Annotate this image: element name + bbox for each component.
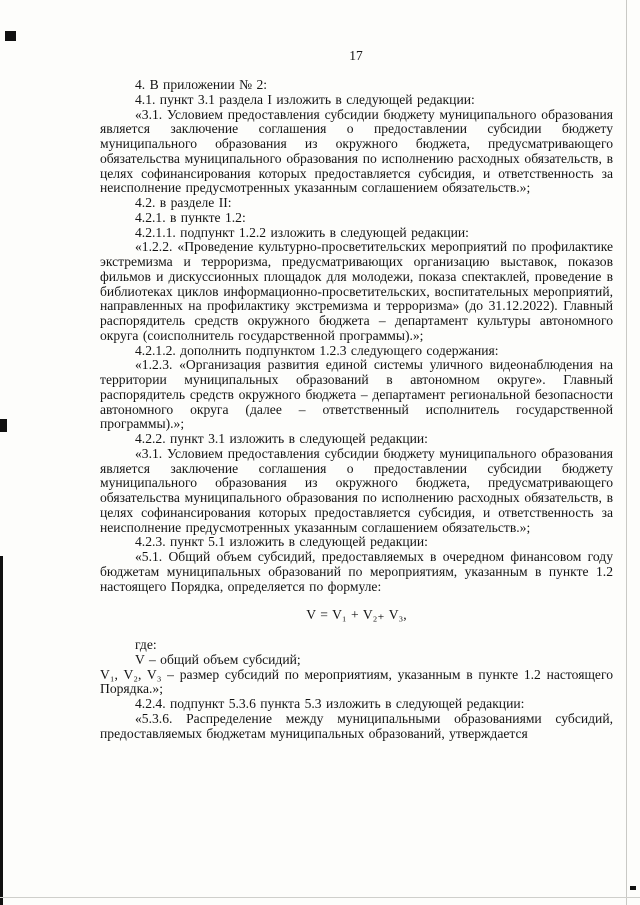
- page-edge-right: [626, 0, 627, 905]
- paragraph: V₁, V₂, V₃ – размер субсидий по мероприятиям, указанным в пункте 1.2 настоящего Порядка.»;: [100, 666, 613, 697]
- scan-artifact-left-bar: [0, 556, 3, 905]
- scan-artifact-bottom-right: [630, 886, 636, 890]
- paragraph: где:: [135, 637, 157, 652]
- paragraph: «5.3.6. Распределение между муниципальными образованиями субсидий, предоставляемых бюджетам муниципальных образований, утверждается: [100, 710, 613, 741]
- document-body: [100, 78, 613, 741]
- paragraph: 4.2. в разделе II:: [135, 195, 232, 210]
- paragraph: 4.2.4. подпункт 5.3.6 пункта 5.3 изложить в следующей редакции:: [135, 696, 525, 711]
- paragraph: V – общий объем субсидий;: [135, 651, 301, 667]
- page-number: 17: [349, 48, 363, 63]
- formula: V = V₁ + V₂₊ V₃,: [306, 607, 407, 623]
- paragraph: 4. В приложении № 2:: [135, 77, 268, 92]
- paragraph: 4.2.1.2. дополнить подпунктом 1.2.3 следующего содержания:: [135, 342, 499, 358]
- paragraph: «5.1. Общий объем субсидий, предоставляемых в очередном финансовом году бюджетам муниципальных образований по мероприятиям, указанным в пункте 1.2 настоящего Порядка, определяется по формуле:: [100, 549, 613, 594]
- scan-artifact-mid-left: [0, 419, 7, 432]
- paragraph: 4.2.1.1. подпункт 1.2.2 изложить в следующей редакции:: [135, 224, 469, 240]
- paragraph: «3.1. Условием предоставления субсидии бюджету муниципального образования является заключение соглашения о предоставлении субсидии бюджету муниципального образования из окружного бюджета, предусматривающего обязательства муниципального образования по исполнению расходных обязательств, в целях софинансирования которых предоставляется субсидия, и ответственность за неисполнение предусмотренных указанным соглашением обязательств.»;: [100, 106, 613, 196]
- paragraph: 4.2.3. пункт 5.1 изложить в следующей редакции:: [135, 534, 428, 550]
- paragraph: 4.2.1. в пункте 1.2:: [135, 209, 246, 225]
- paragraph: «3.1. Условием предоставления субсидии бюджету муниципального образования является заключение соглашения о предоставлении субсидии бюджету муниципального образования из окружного бюджета, предусматривающего обязательства муниципального образования по исполнению расходных обязательств, в целях софинансирования которых предоставляется субсидия, и ответственность за неисполнение предусмотренных указанным соглашением обязательств.»;: [100, 445, 613, 535]
- paragraph: 4.2.2. пункт 3.1 изложить в следующей редакции:: [135, 431, 428, 446]
- paragraph: 4.1. пункт 3.1 раздела I изложить в следующей редакции:: [135, 91, 475, 107]
- paragraph: «1.2.3. «Организация развития единой системы уличного видеонаблюдения на территории муниципальных образований в автономном округе». Главный распорядитель средств окружного бюджета – департамент региональной безопасности автономного округа (далее – ответственный исполнитель государственной программы).»;: [100, 357, 613, 432]
- scan-artifact-top-left: [5, 31, 16, 41]
- paragraph: «1.2.2. «Проведение культурно-просветительских мероприятий по профилактике экстремизма и терроризма, предусматривающих организацию выставок, показов фильмов и дискуссионных площадок для молодежи, показа спектаклей, проведение в библиотеках циклов информационно-просветительских, воспитательных мероприятий, направленных на профилактику экстремизма и терроризма» (до 31.12.2022). Главный распорядитель средств окружного бюджета – департамент культуры автономного округа (соисполнитель государственной программы).»;: [100, 239, 613, 343]
- page-edge-bottom: [0, 897, 640, 898]
